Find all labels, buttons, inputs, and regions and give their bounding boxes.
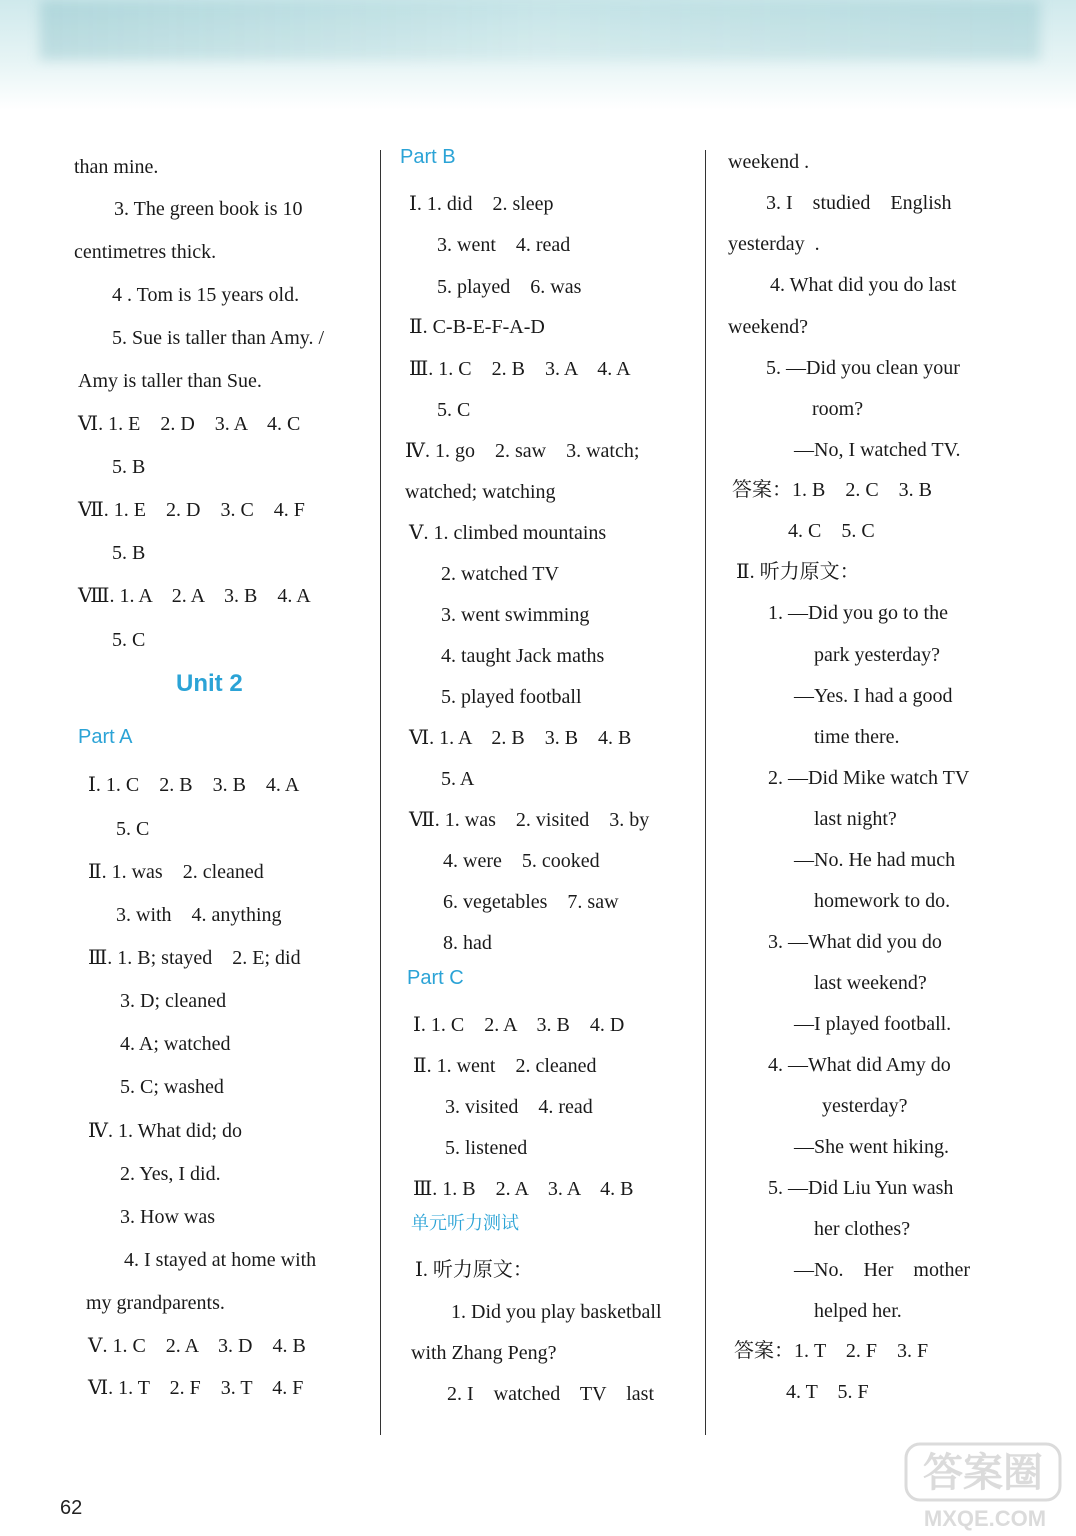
answer-line: Ⅵ. 1. T 2. F 3. T 4. F: [88, 1377, 304, 1399]
answer-line: her clothes?: [814, 1218, 911, 1240]
answer-line: Ⅵ. 1. A 2. B 3. B 4. B: [409, 727, 632, 749]
answer-line: 3. The green book is 10: [114, 198, 303, 220]
unit-heading: Unit 2: [176, 670, 243, 697]
answer-line: 3. went swimming: [441, 604, 590, 626]
answer-line: last weekend?: [814, 972, 927, 994]
watermark-logo: [900, 1440, 1070, 1532]
answer-line: homework to do.: [814, 890, 951, 912]
answer-line: 2. I watched TV last: [447, 1383, 655, 1405]
answer-line: 2. watched TV: [441, 563, 559, 585]
answer-line: 4. T 5. F: [786, 1381, 869, 1403]
answer-line: Ⅶ. 1. was 2. visited 3. by: [409, 809, 650, 831]
answer-line: last night?: [814, 808, 897, 830]
answer-line: 3. went 4. read: [437, 234, 571, 256]
answer-line: —I played football.: [794, 1013, 952, 1035]
answer-line: 4. —What did Amy do: [768, 1054, 951, 1076]
answer-line: Ⅰ. 听力原文：: [415, 1259, 533, 1281]
answer-line: 4 . Tom is 15 years old.: [112, 284, 300, 306]
answer-line: —Yes. I had a good: [794, 685, 953, 707]
answer-line: 4. C 5. C: [788, 520, 875, 542]
answer-line: 4. taught Jack maths: [441, 645, 605, 667]
answer-line: Ⅱ. 1. went 2. cleaned: [413, 1055, 597, 1077]
answer-line: 8. had: [443, 932, 492, 954]
answer-line: Ⅱ. C-B-E-F-A-D: [409, 316, 545, 338]
answer-line: Ⅴ. 1. C 2. A 3. D 4. B: [88, 1335, 306, 1357]
answer-line: helped her.: [814, 1300, 902, 1322]
answer-line: 5. C; washed: [120, 1076, 224, 1098]
answer-line: 5. played 6. was: [437, 276, 582, 298]
answer-line: 3. with 4. anything: [116, 904, 282, 926]
answer-line: —She went hiking.: [794, 1136, 949, 1158]
svg-text:MXQE.COM: MXQE.COM: [923, 1506, 1047, 1531]
part-heading: Part C: [407, 967, 464, 989]
answer-line: 3. —What did you do: [768, 931, 942, 953]
answer-line: —No, I watched TV.: [794, 439, 961, 461]
page-number: 62: [60, 1497, 83, 1519]
answer-line: 3. D; cleaned: [120, 990, 227, 1012]
answer-line: 2. Yes, I did.: [120, 1163, 221, 1185]
svg-text:答案圈: 答案圈: [923, 1450, 1043, 1496]
answer-line: centimetres thick.: [74, 241, 217, 263]
answer-line: 4. A; watched: [120, 1033, 231, 1055]
part-heading: Part A: [78, 726, 133, 748]
answer-line: 4. I stayed at home with: [124, 1249, 317, 1271]
answer-line: 5. played football: [441, 686, 582, 708]
answer-line: with Zhang Peng?: [411, 1342, 557, 1364]
answer-line: 5. A: [441, 768, 475, 790]
answer-line: 4. What did you do last: [770, 274, 957, 296]
answer-line: 5. —Did you clean your: [766, 357, 960, 379]
answer-line: weekend?: [728, 316, 808, 338]
answer-line: Ⅲ. 1. C 2. B 3. A 4. A: [409, 358, 631, 380]
test-heading: 单元听力测试: [411, 1213, 519, 1234]
answer-line: 答案：1. T 2. F 3. F: [734, 1340, 929, 1362]
column-divider: [705, 150, 706, 1435]
answer-line: —No. Her mother: [794, 1259, 971, 1281]
answer-line: 5. C: [437, 399, 471, 421]
answer-line: 2. —Did Mike watch TV: [768, 767, 970, 789]
answer-line: room?: [812, 398, 864, 420]
answer-line: 5. B: [112, 542, 146, 564]
answer-line: Ⅳ. 1. go 2. saw 3. watch;: [405, 440, 640, 462]
answer-line: 5. C: [116, 818, 150, 840]
answer-line: weekend .: [728, 151, 810, 173]
answer-line: Ⅳ. 1. What did; do: [88, 1120, 243, 1142]
answer-line: Ⅲ. 1. B; stayed 2. E; did: [88, 947, 301, 969]
answer-line: yesterday .: [728, 233, 820, 255]
answer-line: Ⅵ. 1. E 2. D 3. A 4. C: [78, 413, 301, 435]
answer-line: 1. —Did you go to the: [768, 602, 948, 624]
answer-line: 5. listened: [445, 1137, 528, 1159]
answer-line: Ⅰ. 1. C 2. A 3. B 4. D: [413, 1014, 625, 1036]
answer-line: 4. were 5. cooked: [443, 850, 600, 872]
answer-line: park yesterday?: [814, 644, 941, 666]
answer-line: my grandparents.: [86, 1292, 225, 1314]
answer-line: Ⅷ. 1. A 2. A 3. B 4. A: [78, 585, 311, 607]
answer-line: 1. Did you play basketball: [451, 1301, 662, 1323]
column-divider: [380, 150, 381, 1435]
answer-line: 6. vegetables 7. saw: [443, 891, 619, 913]
answer-line: Ⅱ. 1. was 2. cleaned: [88, 861, 264, 883]
answer-line: yesterday?: [822, 1095, 908, 1117]
answer-line: 3. How was: [120, 1206, 215, 1228]
answer-line: watched; watching: [405, 481, 556, 503]
answer-line: 3. I studied English: [766, 192, 952, 214]
answer-line: 5. Sue is taller than Amy. /: [112, 327, 325, 349]
answer-line: 答案：1. B 2. C 3. B: [732, 479, 933, 501]
part-heading: Part B: [400, 146, 456, 168]
answer-line: Ⅰ. 1. did 2. sleep: [409, 193, 554, 215]
answer-line: 5. B: [112, 456, 146, 478]
answer-line: Amy is taller than Sue.: [78, 370, 262, 392]
answer-line: Ⅱ. 听力原文：: [736, 561, 860, 583]
page-header-banner: [0, 0, 1076, 110]
answer-line: time there.: [814, 726, 900, 748]
answer-line: Ⅴ. 1. climbed mountains: [409, 522, 607, 544]
answer-line: —No. He had much: [794, 849, 956, 871]
answer-line: Ⅲ. 1. B 2. A 3. A 4. B: [413, 1178, 634, 1200]
answer-line: 3. visited 4. read: [445, 1096, 593, 1118]
answer-line: Ⅶ. 1. E 2. D 3. C 4. F: [78, 499, 305, 521]
answer-line: 5. —Did Liu Yun wash: [768, 1177, 954, 1199]
answer-line: 5. C: [112, 629, 146, 651]
answer-line: Ⅰ. 1. C 2. B 3. B 4. A: [88, 774, 300, 796]
answer-line: than mine.: [74, 156, 159, 178]
